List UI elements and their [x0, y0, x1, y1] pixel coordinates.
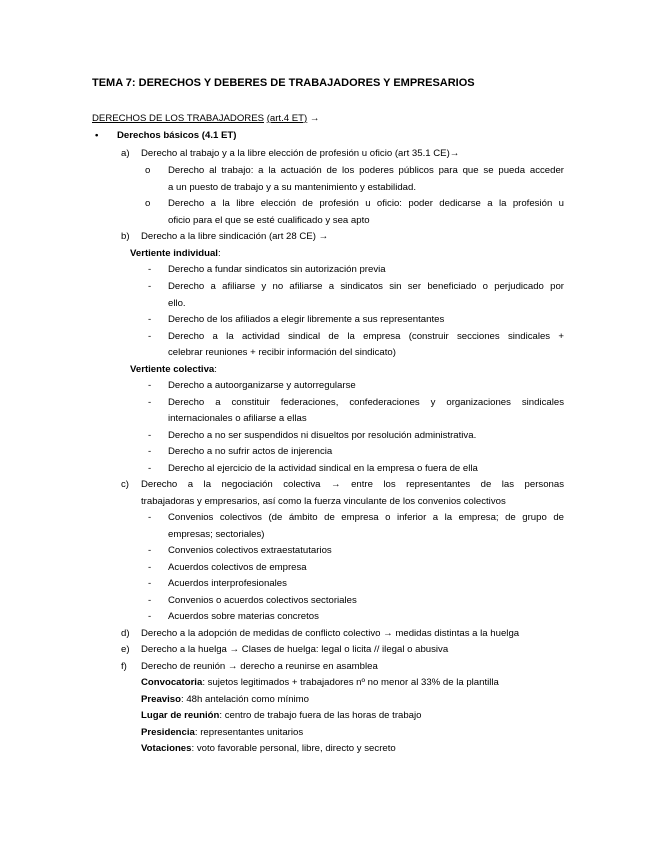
item-b-text: Derecho a la libre sindicación (art 28 CE) →: [141, 231, 329, 242]
item-d-marker: d): [121, 628, 130, 639]
individual-item-4-line-2: celebrar reuniones + recibir información del sindicato): [168, 347, 396, 358]
circle-bullet-icon: o: [145, 198, 151, 209]
detail-value: : sujetos legitimados + trabajadores nº no menor al 33% de la plantilla: [202, 677, 499, 688]
dash-icon: -: [148, 578, 152, 589]
item-a-sub-2-line-1: Derecho a la libre elección de profesión u oficio: poder dedicarse a la profesión u: [168, 198, 564, 209]
item-a-sub-2-line-2: oficio para el que se esté cualificado y sea apto: [168, 215, 370, 226]
section-heading-label: DERECHOS DE LOS TRABAJADORES: [92, 113, 265, 124]
dash-icon: -: [148, 314, 152, 325]
item-b-marker: b): [121, 231, 130, 242]
item-a-text: Derecho al trabajo y a la libre elección de profesión u oficio (art 35.1 CE)→: [141, 148, 460, 159]
item-e-marker: e): [121, 644, 130, 655]
detail-label: Votaciones: [141, 743, 192, 754]
item-f-text: Derecho de reunión → derecho a reunirse en asamblea: [141, 661, 378, 672]
detail-value: : voto favorable personal, libre, directo y secreto: [191, 743, 396, 754]
agreement-item-1-line-2: empresas; sectoriales): [168, 529, 265, 540]
individual-heading-colon: :: [217, 248, 221, 259]
item-c-marker: c): [121, 479, 129, 490]
section-heading-ref: (art.4 ET): [266, 113, 308, 124]
agreement-item-1-line-1: Convenios colectivos (de ámbito de empresa o inferior a la empresa; de grupo de: [168, 512, 564, 523]
basic-rights-heading: Derechos básicos (4.1 ET): [117, 130, 237, 141]
dash-icon: -: [148, 595, 152, 606]
individual-item-3: Derecho de los afiliados a elegir libremente a sus representantes: [168, 314, 445, 325]
meeting-detail-convocatoria: [141, 675, 499, 692]
collective-heading: [130, 362, 217, 379]
meeting-detail-preaviso: [141, 692, 309, 709]
item-c-line-1: Derecho a la negociación colectiva → entre los representantes de las personas: [141, 479, 564, 490]
meeting-detail-votaciones: [141, 741, 396, 758]
detail-label: Presidencia: [141, 727, 195, 738]
collective-item-2-line-1: Derecho a constituir federaciones, confederaciones y organizaciones sindicales: [168, 397, 564, 408]
collective-item-1: Derecho a autoorganizarse y autorregularse: [168, 380, 356, 391]
dash-icon: -: [148, 512, 152, 523]
detail-value: : centro de trabajo fuera de las horas de trabajo: [219, 710, 422, 721]
agreement-item-6: Acuerdos sobre materias concretos: [168, 611, 319, 622]
dash-icon: -: [148, 545, 152, 556]
collective-item-4: Derecho a no sufrir actos de injerencia: [168, 446, 333, 457]
dash-icon: -: [148, 446, 152, 457]
detail-label: Convocatoria: [141, 677, 203, 688]
meeting-detail-lugar: [141, 708, 422, 725]
individual-item-2-line-1: Derecho a afiliarse y no afiliarse a sindicatos sin ser beneficiado o perjudicado por: [168, 281, 564, 292]
agreement-item-5: Convenios o acuerdos colectivos sectoriales: [168, 595, 357, 606]
agreement-item-4: Acuerdos interprofesionales: [168, 578, 287, 589]
page-title: TEMA 7: DERECHOS Y DEBERES DE TRABAJADORES Y EMPRESARIOS: [92, 77, 475, 89]
detail-value: : representantes unitarios: [194, 727, 304, 738]
bullet-icon: •: [95, 130, 99, 141]
dash-icon: -: [148, 331, 152, 342]
collective-item-5: Derecho al ejercicio de la actividad sindical en la empresa o fuera de ella: [168, 463, 478, 474]
arrow-icon: →: [309, 113, 320, 124]
collective-item-3: Derecho a no ser suspendidos ni disueltos por resolución administrativa.: [168, 430, 477, 441]
item-a-sub-1-line-1: Derecho al trabajo: a la actuación de los poderes públicos para que se pueda acceder: [168, 165, 564, 176]
dash-icon: -: [148, 281, 152, 292]
collective-item-2-line-2: internacionales o afiliarse a ellas: [168, 413, 307, 424]
item-f-marker: f): [121, 661, 127, 672]
detail-label: Preaviso: [141, 694, 182, 705]
dash-icon: -: [148, 463, 152, 474]
section-heading: [92, 111, 319, 128]
individual-heading-label: Vertiente individual: [130, 248, 218, 259]
dash-icon: -: [148, 562, 152, 573]
dash-icon: -: [148, 380, 152, 391]
agreement-item-3: Acuerdos colectivos de empresa: [168, 562, 307, 573]
agreement-item-2: Convenios colectivos extraestatutarios: [168, 545, 332, 556]
item-a-sub-1-line-2: a un puesto de trabajo y a su mantenimiento y estabilidad.: [168, 182, 416, 193]
dash-icon: -: [148, 264, 152, 275]
item-e-text: Derecho a la huelga → Clases de huelga: legal o licita // ilegal o abusiva: [141, 644, 449, 655]
detail-value: : 48h antelación como mínimo: [181, 694, 309, 705]
individual-item-1: Derecho a fundar sindicatos sin autorización previa: [168, 264, 386, 275]
item-a-marker: a): [121, 148, 130, 159]
meeting-detail-presidencia: [141, 725, 303, 742]
item-d-text: Derecho a la adopción de medidas de conflicto colectivo → medidas distintas a la huelga: [141, 628, 520, 639]
circle-bullet-icon: o: [145, 165, 151, 176]
dash-icon: -: [148, 397, 152, 408]
individual-item-2-line-2: ello.: [168, 298, 186, 309]
collective-heading-label: Vertiente colectiva: [130, 364, 215, 375]
individual-heading: [130, 246, 221, 263]
individual-item-4-line-1: Derecho a la actividad sindical de la empresa (construir secciones sindicales +: [168, 331, 564, 342]
detail-label: Lugar de reunión: [141, 710, 220, 721]
item-c-line-2: trabajadoras y empresarios, así como la fuerza vinculante de los convenios colectivos: [141, 496, 506, 507]
dash-icon: -: [148, 611, 152, 622]
dash-icon: -: [148, 430, 152, 441]
collective-heading-colon: :: [214, 364, 217, 375]
